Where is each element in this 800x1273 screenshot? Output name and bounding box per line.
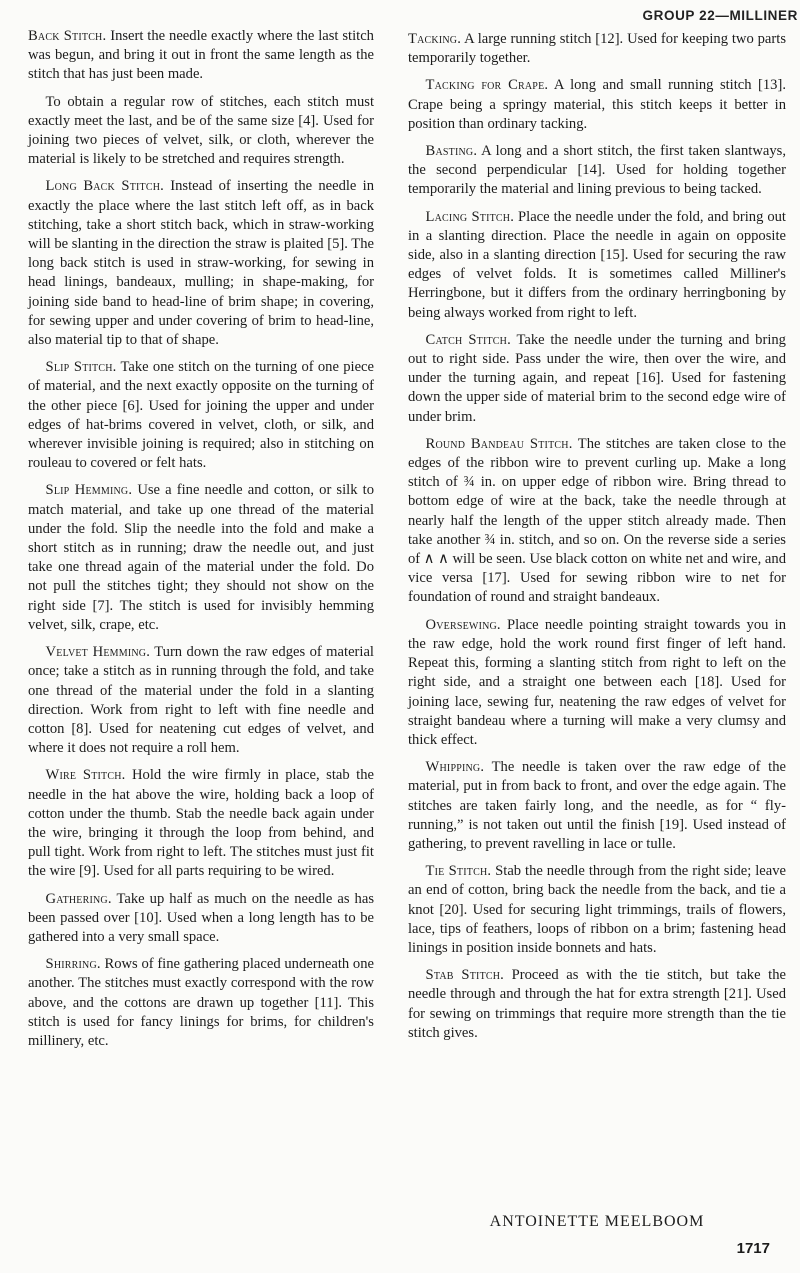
stitch-term: Round Bandeau Stitch. — [425, 435, 573, 452]
stitch-entry — [408, 966, 786, 1043]
stitch-description: Use a fine needle and cotton, or silk to match material, and take up one thread of the material under the fold. Slip the needle into the fold and make a short stitch as in running; draw the needle out, and just take one thread again of the material under the fold. Do not pull the stitches tight; they should not show on the right side [7]. The stitch is used for invisibly hemming velvet, silk, crape, etc. — [28, 482, 374, 633]
stitch-term: Lacing Stitch. — [425, 208, 515, 225]
stitch-term: Tacking for Crape. — [425, 77, 549, 94]
stitch-term: Basting. — [425, 143, 478, 160]
stitch-description: Rows of fine gathering placed underneath one another. The stitches must exactly correspond with the row above, and the cottons are drawn up together [11]. This stitch is used for fancy linings for brims, for children's millinery, etc. — [28, 956, 374, 1049]
stitch-entry — [408, 758, 786, 854]
stitch-entry — [28, 93, 374, 170]
stitch-description: Proceed as with the tie stitch, but take the needle through and through the hat for extra strength [21]. Used for sewing on trimmings that require more strength than the tie stitch gives. — [408, 967, 787, 1041]
stitch-term: Stab Stitch. — [425, 967, 505, 984]
stitch-term: Wire Stitch. — [45, 767, 126, 784]
stitch-entry — [28, 955, 374, 1051]
stitch-description: The stitches are taken close to the edges of the ribbon wire to prevent curling up. Make a long stitch of ¾ in. on upper edge of ribbon wire. Bring thread to bottom edge of wire at the back, take the needle through at nearly half the length of the upper stitch already made. Then take another ¾ in. stitch, and so on. On the reverse side a series of ∧ ∧ will be seen. Use black cotton on white net and wire, and vice versa [17]. Used for sewing ribbon wire to net for foundation of round and straight bandeaux. — [408, 435, 786, 606]
stitch-term: Slip Stitch. — [45, 359, 117, 376]
stitch-entry — [408, 142, 786, 200]
stitch-term: Slip Hemming. — [45, 482, 133, 499]
stitch-description: Hold the wire firmly in place, stab the needle in the hat above the wire, holding back a loop of cotton under the thumb. Stab the needle back again under the wire, bringing it through the loop from behind, and pull tight. Work from right to left. The stitches must just fit the wire [9]. Used for all parts requiring to be wired. — [28, 767, 374, 880]
stitch-term: Tacking. — [408, 31, 462, 47]
stitch-entry — [408, 331, 786, 427]
stitch-entry — [28, 643, 374, 758]
stitch-entry — [28, 177, 374, 350]
stitch-description: Insert the needle exactly where the last stitch was begun, and bring it out in front the same length as the stitch that has just been made. — [28, 28, 374, 83]
running-head: GROUP 22—MILLINER — [642, 8, 798, 23]
stitch-term: Gathering. — [45, 890, 112, 907]
stitch-description: Take the needle under the turning and bring out to right side. Pass under the wire, then over the wire, and under the turning again, and repeat [16]. Used for fastening down the upper side of material brim to the second edge wire of under brim. — [408, 331, 786, 425]
stitch-description: To obtain a regular row of stitches, each stitch must exactly meet the last, and be of the same size [4]. Used for joining two pieces of velvet, silk, or cloth, wherever the material is likely to be stretched and requires strength. — [28, 93, 374, 168]
stitch-entry — [408, 862, 786, 958]
stitch-term: Velvet Hemming. — [45, 644, 151, 661]
stitch-term: Whipping. — [425, 759, 485, 776]
stitch-entry — [28, 481, 374, 635]
left-column — [28, 27, 374, 1059]
stitch-entry — [408, 435, 786, 608]
stitch-term: Long Back Stitch. — [45, 178, 164, 195]
stitch-entry — [28, 27, 374, 85]
stitch-entry — [28, 890, 374, 948]
stitch-description: A long and a short stitch, the first taken slantways, the second perpendicular [14]. Used for holding together temporarily the material and lining previous to being tacked. — [408, 143, 786, 198]
stitch-description: Place needle pointing straight towards you in the raw edge, hold the work round first finger of left hand. Repeat this, forming a slanting stitch from right to left on the right side, and a straight one between each [18]. Used for joining lace, sewing fur, neatening the raw edges of velvet for straight bandeau where a turning will make a very clumsy and thick effect. — [408, 616, 786, 748]
stitch-term: Oversewing. — [425, 616, 501, 633]
stitch-description: Instead of inserting the needle in exactly the place where the last stitch left off, as in back stitching, take a short stitch back, which in straw-working will be slanting in the direction the straw is plaited [5]. The long back stitch is used in straw-working, for sewing in head linings, bandeaux, mulling; in shape-making, for joining side band to head-line of brim shape; in covering, for sewing upper and under covering of brim to head-line, also material tip to that of shape. — [28, 178, 374, 349]
author-signature: ANTOINETTE MEELBOOM — [489, 1213, 705, 1230]
stitch-term: Back Stitch. — [28, 28, 107, 44]
stitch-term: Tie Stitch. — [425, 863, 492, 880]
stitch-description: Take one stitch on the turning of one piece of material, and the next exactly opposite on the turning of the other piece [6]. Used for joining the upper and under edges of hat-brims covered in velvet, cloth, or silk, and wherever invisible joining is required; also in stitching on rouleau to covered or felt hats. — [28, 359, 374, 472]
stitch-description: The needle is taken over the raw edge of the material, put in from back to front, and over the edge again. The stitches are taken fairly long, and the needle, as for “ fly-running,” is not taken out until the finish [19]. Used instead of gathering, to prevent ravelling in lace or tulle. — [408, 759, 786, 852]
stitch-description: A long and small running stitch [13]. Crape being a springy material, this stitch keeps it better in position than ordinary tacking. — [408, 77, 786, 132]
stitch-description: A large running stitch [12]. Used for keeping two parts temporarily together. — [408, 31, 786, 67]
stitch-description: Take up half as much on the needle as has been passed over [10]. Used when a long length has to be gathered into a very small space. — [28, 890, 374, 945]
stitch-term: Shirring. — [45, 956, 101, 973]
right-column — [408, 30, 786, 1051]
stitch-term: Catch Stitch. — [425, 331, 511, 348]
stitch-entry — [408, 208, 786, 323]
stitch-entry — [28, 358, 374, 473]
stitch-description: Stab the needle through from the right side; leave an end of cotton, bring back the needle from the back, and tie a knot [20]. Used for securing light trimmings, trails of flowers, lace, tips of feathers, loops of ribbon on a brim; fastening head linings in position inside bonnets and hats. — [408, 863, 787, 956]
stitch-entry — [28, 766, 374, 881]
stitch-entry — [408, 76, 786, 134]
stitch-description: Turn down the raw edges of material once; take a stitch as in running through the fold, and take one thread of the material under the fold in a slanting direction. Work from right to left with fine needle and cotton [8]. Used for neatening cut edges of velvet, and where it does not require a roll hem. — [28, 644, 374, 757]
stitch-entry — [408, 616, 786, 750]
page-number: 1717 — [736, 1240, 770, 1257]
stitch-entry — [408, 30, 786, 68]
stitch-description: Place the needle under the fold, and bring out in a slanting direction. Place the needle in again on opposite side, also in a slanting direction [15]. Used for securing the raw edges of velvet folds. It is sometimes called Milliner's Herringbone, but it differs from the ordinary herringboning by being always worked from right to left. — [408, 208, 786, 321]
